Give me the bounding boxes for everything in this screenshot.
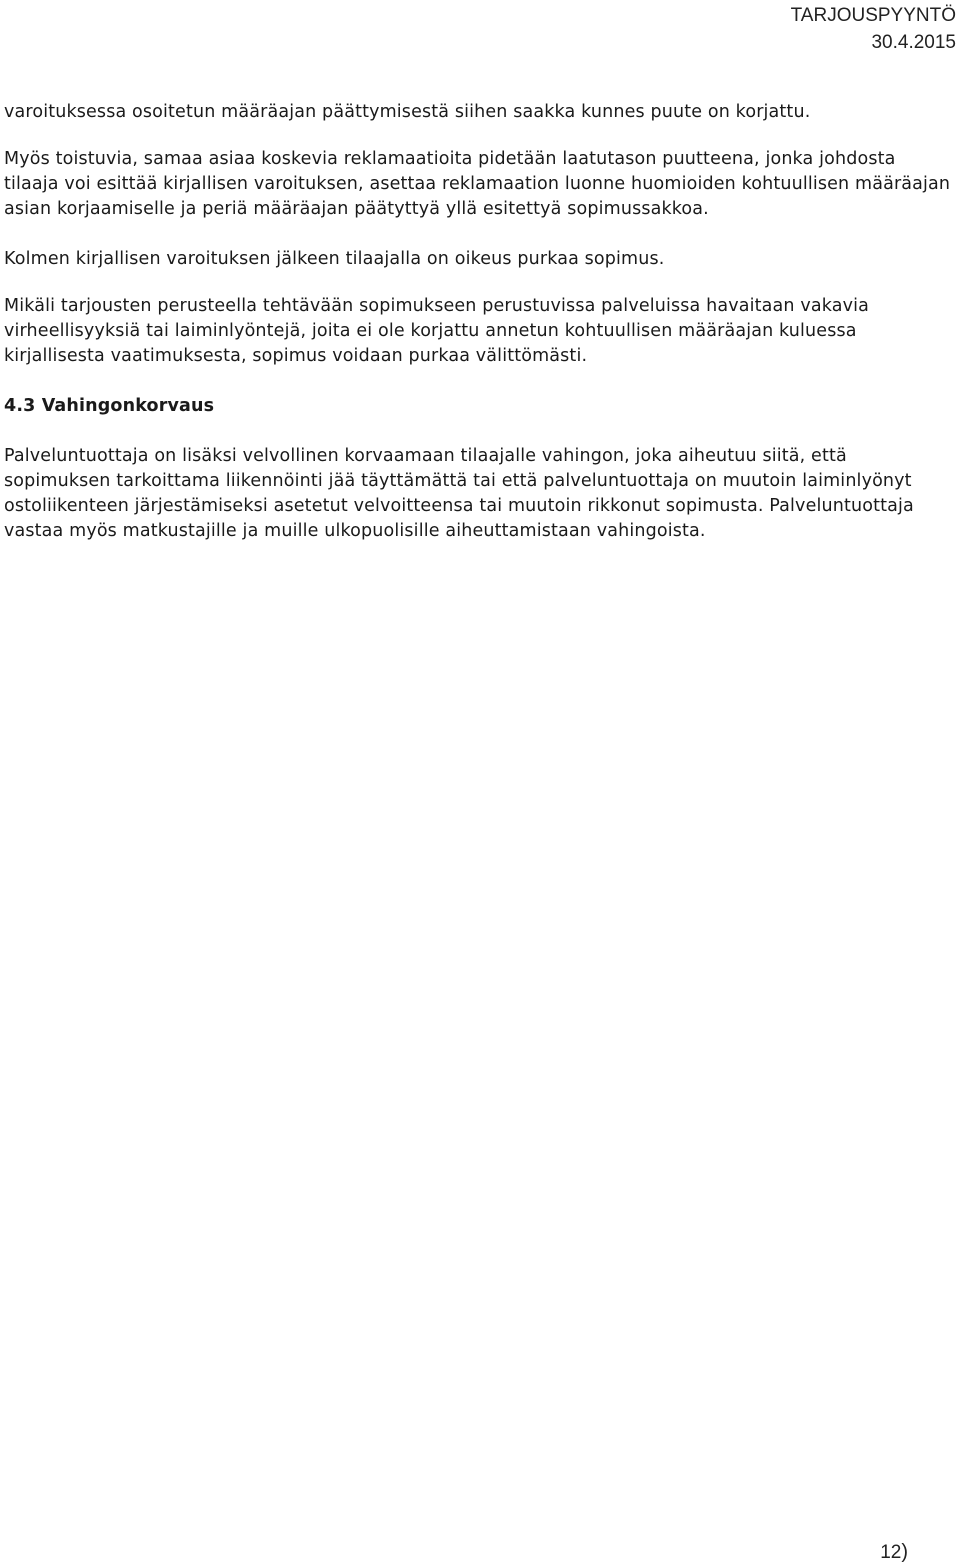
section-heading: 4.3 Vahingonkorvaus [4,396,215,416]
page-number [880,1540,908,1565]
paragraph-termination: Mikäli tarjousten perusteella tehtävään sopimukseen perustuvissa palveluissa havaitaan vakavia virheellisyyksiä tai laiminlyöntejä, joita ei ole korjattu annetun kohtuullisen määräajan kuluessa kirjallisesta vaatimuksesta, sopimus voidaan purkaa välittömästi. [4,296,869,366]
page-number-value: 12 [880,1542,902,1563]
document-date: 30.4.2015 [871,32,956,53]
document-body [4,100,954,544]
page-number-suffix: ) [901,1541,908,1563]
paragraph-repeated-complaints: Myös toistuvia, samaa asiaa koskevia reklamaatioita pidetään laatutason puutteena, jonka johdosta tilaaja voi esittää kirjallisen varoituksen, asettaa reklamaation luonne huomioiden kohtuullisen määräajan asian korjaamiselle ja periä määräajan päätyttyä yllä esitettyä sopimussakkoa. [4,149,951,219]
paragraph-warning-continuation: varoituksessa osoitetun määräajan päättymisestä siihen saakka kunnes puute on korjattu. [4,102,811,122]
document-header [791,2,956,56]
paragraph-three-warnings: Kolmen kirjallisen varoituksen jälkeen tilaajalla on oikeus purkaa sopimus. [4,249,665,269]
document-title: TARJOUSPYYNTÖ [790,5,956,26]
paragraph-damages: Palveluntuottaja on lisäksi velvollinen korvaamaan tilaajalle vahingon, joka aiheutuu siitä, että sopimuksen tarkoittama liikennöinti jää täyttämättä tai että palveluntuottaja on muutoin laiminlyönyt ostoliikenteen järjestämiseksi asetetut velvoitteensa tai muutoin rikkonut sopimusta. Palveluntuottaja vastaa myös matkustajille ja muille ulkopuolisille aiheuttamistaan vahingoista. [4,446,914,541]
